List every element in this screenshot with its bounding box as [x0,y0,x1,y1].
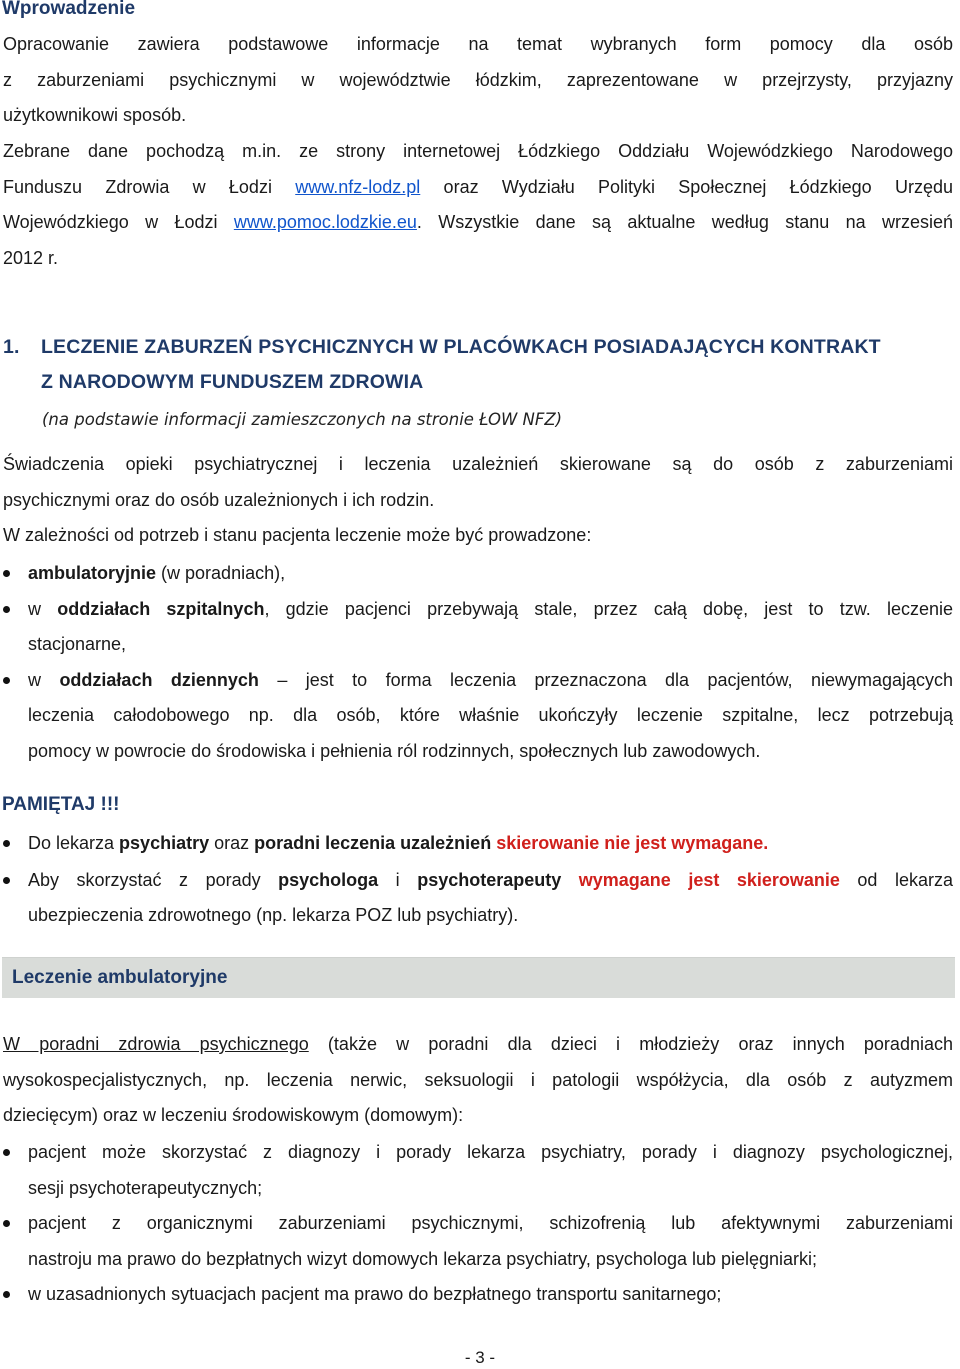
text-line: stacjonarne, [28,634,127,654]
text-run: oddziałach dziennych [59,669,259,690]
list-item [3,1206,953,1277]
text-line [28,826,953,862]
bullet-icon [3,877,10,884]
section-1-heading [3,330,953,400]
text-line: wysokospecjalistycznych, np. leczenia nerwic, seksuologii i patologii współżycia, dla osób z autyzmem [3,1069,953,1090]
text-run: i [378,869,418,890]
section-1-paragraph-1 [3,447,953,554]
text-line: z zaburzeniami psychicznymi w województwie łódzkim, zaprezentowane w przejrzysty, przyjazny [3,69,953,90]
text-run: Funduszu Zdrowia w Łodzi [3,176,296,197]
text-line: pacjent może skorzystać z diagnozy i porady lekarza psychiatry, porady i diagnozy psychologicznej, [28,1142,953,1162]
text-line: pacjent z organicznymi zaburzeniami psychicznymi, schizofrenią lub afektywnymi zaburzeniami [28,1213,953,1233]
list-item [3,592,953,663]
intro-paragraph-2 [3,134,953,276]
remember-heading: PAMIĘTAJ !!! [2,794,120,815]
text-run: od lekarza [839,869,953,890]
text-line: Zebrane dane pochodzą m.in. ze strony internetowej Łódzkiego Oddziału Wojewódzkiego Narodowego [3,141,953,161]
text-run: Wojewódzkiego w Łodzi [3,212,234,232]
text-run: psychoterapeuty [417,869,562,890]
text-line [28,863,953,899]
bullet-icon [3,1291,10,1298]
text-run: skierowanie nie jest wymagane. [491,833,769,853]
page-number: - 3 - [464,1348,496,1367]
nfz-link[interactable]: www.nfz-lodz.pl [295,176,421,197]
text-run: poradni leczenia uzależnień [254,833,492,853]
text-run: (w poradniach), [156,563,286,583]
text-line [3,205,953,241]
text-run: psychologa [278,869,379,890]
text-line: nastroju ma prawo do bezpłatnych wizyt domowych lekarza psychiatry, psychologa lub pielęgniarki; [28,1248,818,1269]
section-band [2,957,955,998]
section-title-line: LECZENIE ZABURZEŃ PSYCHICZNYCH W PLACÓWKACH POSIADAJĄCYCH KONTRAKT [41,336,881,358]
text-run: Aby skorzystać z porady [28,869,279,890]
text-run: oraz Wydziału Polityki Społecznej Łódzkiego Urzędu [420,176,954,197]
text-run: w [28,598,58,619]
list-item [3,663,953,770]
text-line: użytkownikowi sposób. [3,105,187,125]
text-line: w uzasadnionych sytuacjach pacjent ma prawo do bezpłatnego transportu sanitarnego; [28,1284,722,1304]
text-run: oraz [209,833,255,853]
section-band-heading: Leczenie ambulatoryjne [12,967,228,988]
text-run: . Wszystkie dane są aktualne według stanu na wrzesień [416,212,953,232]
list-item [3,1277,953,1313]
text-line: W zależności od potrzeb i stanu pacjenta leczenie może być prowadzone: [3,525,592,545]
list-item [3,863,953,934]
bullet-icon [3,1220,10,1227]
pomoc-lodzkie-link[interactable]: www.pomoc.lodzkie.eu [233,212,417,232]
text-run: – jest to forma leczenia przeznaczona dla pacjentów, niewymagających [258,669,954,690]
text-line: leczenia całodobowego np. dla osób, które właśnie ukończyły leczenie szpitalne, lecz potrzebują [28,705,953,725]
ambulatory-list [3,1135,953,1313]
section-number: 1. [3,336,20,358]
bullet-icon [3,606,10,613]
text-run: oddziałach szpitalnych [57,598,265,619]
text-line: Opracowanie zawiera podstawowe informacje na temat wybranych form pomocy dla osób [3,34,953,54]
treatment-forms-list [3,556,953,769]
bullet-icon [3,840,10,847]
text-run: wymagane jest skierowanie [561,869,840,890]
text-line: Świadczenia opieki psychiatrycznej i leczenia uzależnień skierowane są do osób z zaburzeniami [3,454,953,474]
text-run: (także w poradni dla dzieci i młodzieży oraz innych poradniach [308,1034,953,1054]
section-title-line: Z NARODOWYM FUNDUSZEM ZDROWIA [41,371,424,393]
text-run: w [28,669,60,690]
text-line: sesji psychoterapeutycznych; [28,1177,263,1198]
text-line [28,592,953,628]
source-note: (na podstawie informacji zamieszczonych na stronie ŁOW NFZ) [42,410,563,429]
ambulatory-paragraph [3,1027,953,1134]
list-item [3,826,953,862]
text-line: pomocy w powrocie do środowiska i pełnienia ról rodzinnych, społecznych lub zawodowych. [28,740,761,761]
text-line [28,556,953,592]
text-run: , gdzie pacjenci przebywają stale, przez całą dobę, jest to tzw. leczenie [264,598,953,619]
bullet-icon [3,1149,10,1156]
text-run: ambulatoryjnie [28,563,157,583]
list-item [3,1135,953,1206]
bullet-icon [3,677,10,684]
text-line: 2012 r. [3,247,59,268]
intro-paragraph-1 [3,27,953,134]
text-line [28,663,953,699]
remember-list [3,826,953,934]
text-run: psychiatry [119,833,210,853]
text-line [3,1027,953,1063]
text-run: W poradni zdrowia psychicznego [3,1034,309,1054]
text-line: ubezpieczenia zdrowotnego (np. lekarza POZ lub psychiatry). [28,905,519,925]
text-line: psychicznymi oraz do osób uzależnionych i ich rodzin. [3,489,435,510]
list-item [3,556,953,592]
text-line [3,170,953,206]
intro-heading: Wprowadzenie [2,0,136,19]
text-line: dziecięcym) oraz w leczeniu środowiskowym (domowym): [3,1105,464,1125]
bullet-icon [3,570,10,577]
text-run: Do lekarza [28,833,120,853]
